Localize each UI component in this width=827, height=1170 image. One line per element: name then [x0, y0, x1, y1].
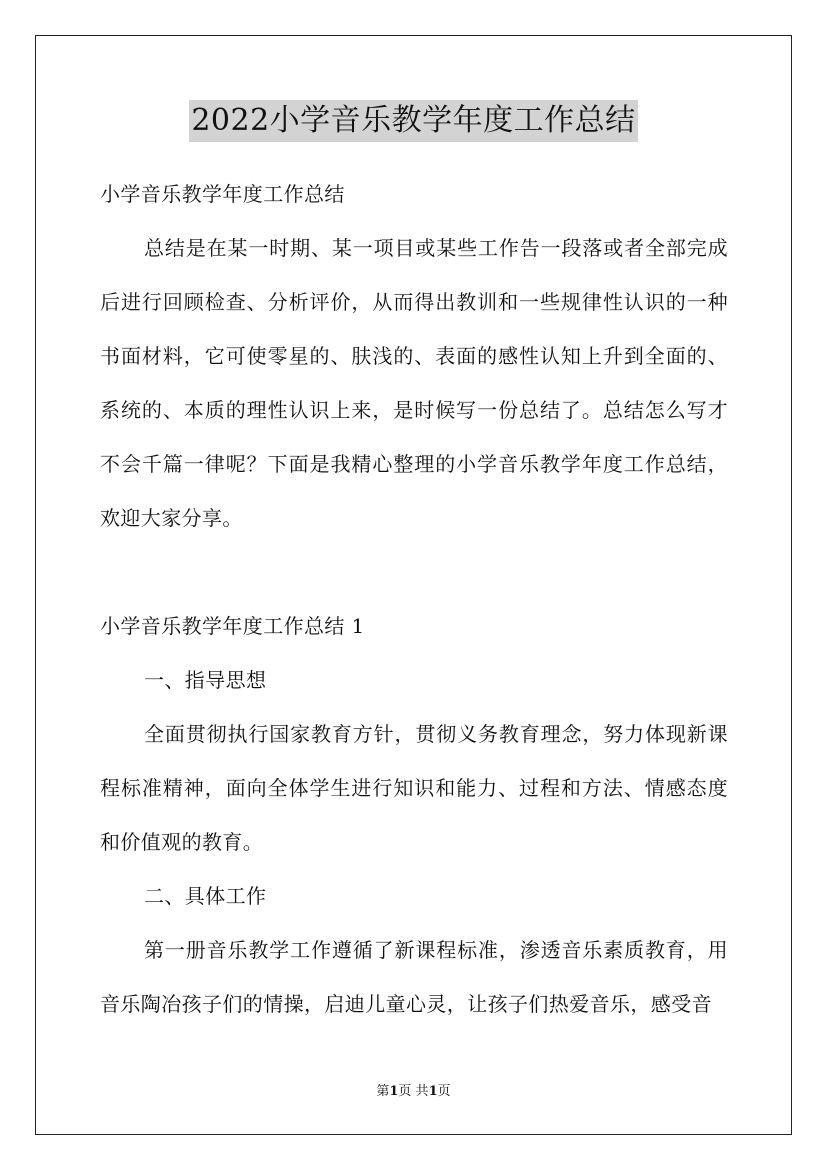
document-body [100, 167, 728, 1031]
total-page-number: 1 [428, 1084, 438, 1099]
current-page-number: 1 [389, 1084, 399, 1099]
heading-specific-work: 二、具体工作 [144, 884, 267, 908]
paragraph-spacer [100, 545, 728, 599]
section-title: 小学音乐教学年度工作总结 1 [100, 614, 365, 638]
page-footer [0, 1082, 827, 1102]
document-subtitle: 小学音乐教学年度工作总结 [100, 182, 345, 206]
page-suffix: 页 [437, 1084, 451, 1099]
intro-paragraph: 总结是在某一时期、某一项目或某些工作告一段落或者全部完成后进行回顾检查、分析评价，从而得出教训和一些规律性认识的一种书面材料，它可使零星的、肤浅的、表面的感性认知上升到全面的、系统的、本质的理性认识上来，是时候写一份总结了。总结怎么写才不会千篇一律呢？下面是我精心整理的小学音乐教学年度工作总结，欢迎大家分享。 [100, 236, 728, 530]
document-title: 2022小学音乐教学年度工作总结 [189, 100, 637, 142]
specific-work-paragraph: 第一册音乐教学工作遵循了新课程标准，渗透音乐素质教育，用音乐陶冶孩子们的情操，启迪儿童心灵，让孩子们热爱音乐，感受音 [100, 938, 728, 1016]
page-mid: 页 共 [398, 1084, 429, 1099]
heading-guiding-ideology: 一、指导思想 [144, 668, 267, 692]
guiding-ideology-paragraph: 全面贯彻执行国家教育方针，贯彻义务教育理念，努力体现新课程标准精神，面向全体学生进行知识和能力、过程和方法、情感态度和价值观的教育。 [100, 722, 728, 854]
page-prefix: 第 [376, 1084, 390, 1099]
title-container [0, 100, 827, 142]
